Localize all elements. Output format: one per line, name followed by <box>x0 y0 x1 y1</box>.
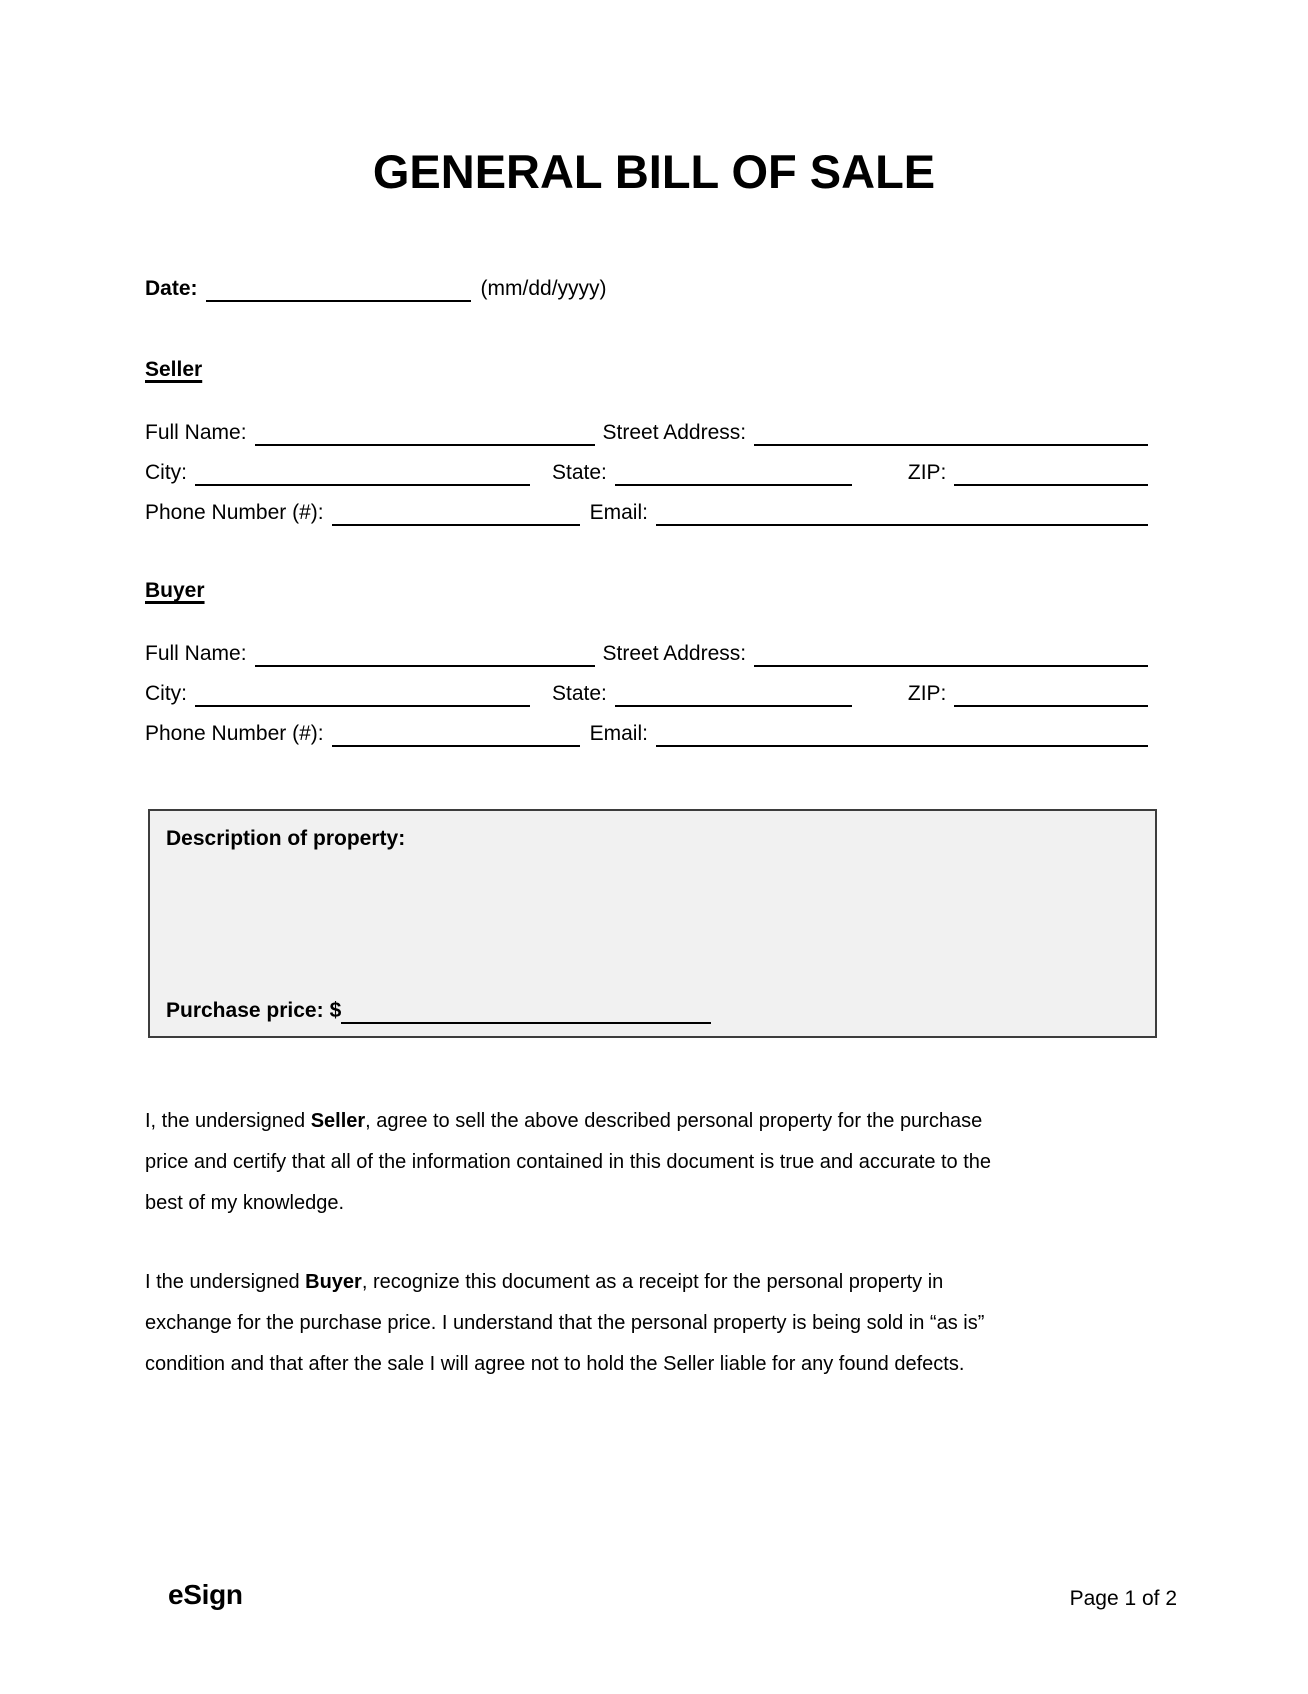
buyer-state-input-line[interactable] <box>615 705 852 707</box>
date-label: Date: <box>145 277 198 300</box>
date-row <box>145 272 1148 302</box>
buyer-city-label: City: <box>145 682 187 705</box>
buyer-city-input-line[interactable] <box>195 705 530 707</box>
seller-zip-input-line[interactable] <box>954 484 1148 486</box>
seller-phone-email-row <box>145 486 1148 526</box>
seller-phone-input-line[interactable] <box>332 524 580 526</box>
seller-name-address-row <box>145 406 1148 446</box>
buyer-city-state-zip-row <box>145 667 1148 707</box>
seller-agreement-paragraph <box>145 1101 1155 1224</box>
seller-state-label: State: <box>552 461 607 484</box>
seller-section-heading: Seller <box>145 358 203 381</box>
buyer-section-heading: Buyer <box>145 579 205 602</box>
description-input-area[interactable] <box>154 863 1151 980</box>
buyer-full-name-input-line[interactable] <box>255 665 595 667</box>
buyer-clause-line-1: I the undersigned Buyer, recognize this document as a receipt for the personal property in <box>145 1271 944 1293</box>
page-indicator: Page 1 of 2 <box>1069 1587 1177 1610</box>
buyer-zip-input-line[interactable] <box>954 705 1148 707</box>
seller-email-label: Email: <box>589 501 648 524</box>
buyer-clause-line-3: condition and that after the sale I will agree not to hold the Seller liable for any found defects. <box>145 1353 965 1375</box>
buyer-phone-input-line[interactable] <box>332 745 580 747</box>
purchase-price-label: Purchase price: <box>166 999 324 1022</box>
seller-email-input-line[interactable] <box>656 524 1148 526</box>
seller-word-bold: Seller <box>310 1110 366 1132</box>
seller-street-address-input-line[interactable] <box>754 444 1148 446</box>
property-description-box <box>148 809 1157 1038</box>
buyer-street-address-label: Street Address: <box>602 642 747 665</box>
date-input-line[interactable] <box>206 300 471 302</box>
buyer-state-label: State: <box>552 682 607 705</box>
buyer-clause-line-2: exchange for the purchase price. I understand that the personal property is being sold in “as is” <box>145 1312 985 1334</box>
buyer-phone-email-row <box>145 707 1148 747</box>
buyer-full-name-label: Full Name: <box>145 642 247 665</box>
seller-city-label: City: <box>145 461 187 484</box>
seller-clause-line-3: best of my knowledge. <box>145 1192 344 1214</box>
document-title: GENERAL BILL OF SALE <box>372 145 936 198</box>
description-of-property-label: Description of property: <box>166 827 406 850</box>
dollar-sign: $ <box>329 999 342 1022</box>
buyer-email-input-line[interactable] <box>656 745 1148 747</box>
seller-city-state-zip-row <box>145 446 1148 486</box>
buyer-word-bold: Buyer <box>305 1271 362 1293</box>
seller-clause-line-1: I, the undersigned Seller, agree to sell the above described personal property for the purchase <box>145 1110 983 1132</box>
seller-zip-label: ZIP: <box>907 461 947 484</box>
esign-logo: eSign <box>168 1579 243 1610</box>
buyer-email-label: Email: <box>589 722 648 745</box>
seller-full-name-label: Full Name: <box>145 421 247 444</box>
buyer-phone-label: Phone Number (#): <box>145 722 324 745</box>
seller-state-input-line[interactable] <box>615 484 852 486</box>
buyer-name-address-row <box>145 627 1148 667</box>
buyer-street-address-input-line[interactable] <box>754 665 1148 667</box>
seller-city-input-line[interactable] <box>195 484 530 486</box>
buyer-section <box>145 627 1148 747</box>
buyer-zip-label: ZIP: <box>907 682 947 705</box>
seller-phone-label: Phone Number (#): <box>145 501 324 524</box>
seller-clause-line-2: price and certify that all of the information contained in this document is true and accurate to the <box>145 1151 992 1173</box>
purchase-price-input-line[interactable] <box>341 1022 711 1024</box>
date-format-hint: (mm/dd/yyyy) <box>480 277 607 300</box>
seller-section <box>145 406 1148 526</box>
seller-street-address-label: Street Address: <box>602 421 747 444</box>
buyer-agreement-paragraph <box>145 1262 1155 1385</box>
seller-full-name-input-line[interactable] <box>255 444 595 446</box>
purchase-price-row <box>166 998 711 1024</box>
